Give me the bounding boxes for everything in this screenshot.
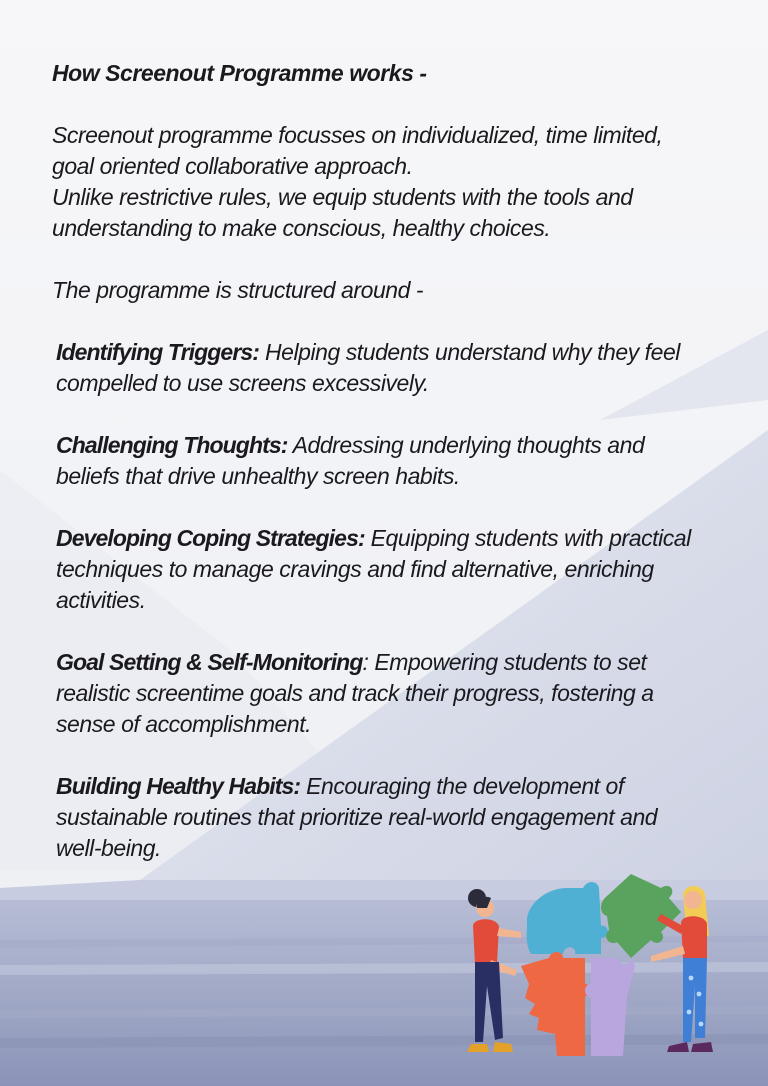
item-term: Building Healthy Habits:	[56, 773, 301, 799]
item-term: Goal Setting & Self-Monitoring	[56, 649, 363, 675]
item-text: Helping students understand why they feel	[259, 339, 680, 365]
item-text: Encouraging the development of	[300, 773, 624, 799]
item-text: sense of accomplishment.	[56, 711, 312, 737]
item-text: activities.	[56, 587, 146, 613]
item-term: Challenging Thoughts:	[56, 432, 288, 458]
item-text: well-being.	[56, 835, 161, 861]
item-text: beliefs that drive unhealthy screen habits.	[56, 463, 460, 489]
document-body	[52, 58, 732, 895]
puzzle-piece-orange	[521, 952, 591, 1056]
item-term: Developing Coping Strategies:	[56, 525, 365, 551]
puzzle-piece-green	[601, 874, 681, 958]
item-identifying-triggers	[52, 337, 732, 399]
item-challenging-thoughts	[52, 430, 732, 492]
puzzle-piece-blue	[527, 882, 608, 954]
item-coping-strategies	[52, 523, 732, 616]
intro-line: Screenout programme focusses on individualized, time limited,	[52, 122, 663, 148]
item-text: techniques to manage cravings and find alternative, enriching	[56, 556, 654, 582]
page-title: How Screenout Programme works -	[52, 60, 427, 86]
intro-line: Unlike restrictive rules, we equip students with the tools and	[52, 184, 633, 210]
item-text: compelled to use screens excessively.	[56, 370, 429, 396]
structure-lead: The programme is structured around -	[52, 277, 424, 303]
item-goal-setting	[52, 647, 732, 740]
item-term: Identifying Triggers:	[56, 339, 260, 365]
item-text: realistic screentime goals and track their progress, fostering a	[56, 680, 654, 706]
intro-paragraph	[52, 120, 732, 244]
item-text: : Empowering students to set	[362, 649, 647, 675]
puzzle-head-teamwork-icon	[455, 866, 735, 1066]
puzzle-piece-lavender	[585, 958, 635, 1056]
intro-line: understanding to make conscious, healthy choices.	[52, 215, 551, 241]
item-healthy-habits	[52, 771, 732, 864]
item-text: sustainable routines that prioritize real-world engagement and	[56, 804, 658, 830]
person-left	[467, 889, 521, 1052]
item-text: Equipping students with practical	[364, 525, 691, 551]
intro-line: goal oriented collaborative approach.	[52, 153, 413, 179]
item-text: Addressing underlying thoughts and	[287, 432, 645, 458]
